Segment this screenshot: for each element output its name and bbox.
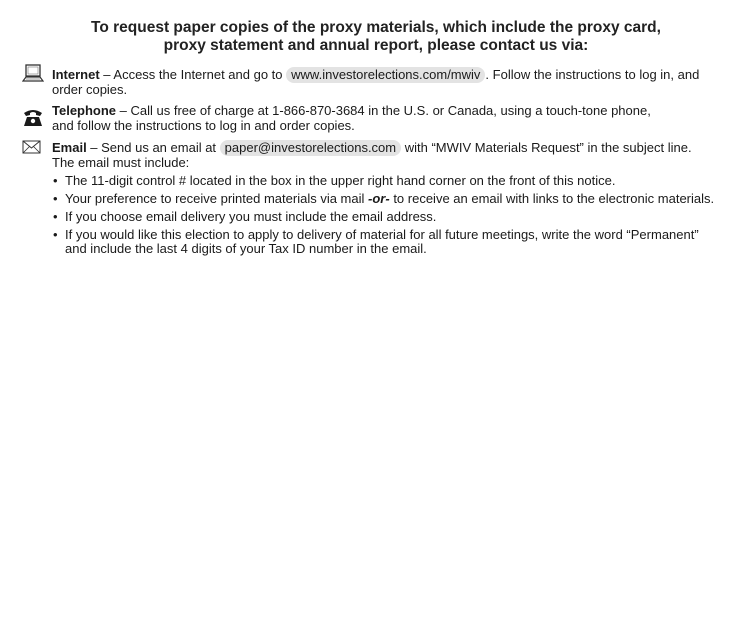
list-item: • The 11-digit control # located in the box in the upper right hand corner on the front of this notice. [53,172,616,188]
list-item: • Your preference to receive printed materials via mail -or- to receive an email with links to the electronic materials. [53,190,715,206]
email-line-2: The email must include: [52,155,190,170]
email-text-before: – Send us an email at [86,140,220,155]
internet-text-after: . Follow the instructions to log in, and order copies. [52,67,700,97]
computer-icon [22,64,44,89]
corner-watermark [700,604,740,618]
telephone-label: Telephone [52,103,117,118]
internet-text-before: – Access the Internet and go to [99,67,287,82]
telephone-section [52,104,732,133]
internet-label: Internet [52,67,100,82]
email-text-after: with “MWIV Materials Request” in the subject line. [401,140,692,155]
internet-url-link[interactable]: www.investorelections.com/mwiv [286,67,485,83]
email-requirements-list [52,174,732,256]
list-item: • If you would like this election to apply to delivery of material for all future meetings, write the word “Permanent” and include the last 4 digits of your Tax ID number in the email. [53,226,699,256]
title-line-2: proxy statement and annual report, please contact us via: [163,37,589,54]
title-line-1: To request paper copies of the proxy materials, which include the proxy card, [91,19,661,36]
internet-section [52,67,732,98]
page-title [0,19,742,55]
telephone-icon [22,107,44,134]
telephone-line-1: – Call us free of charge at 1-866-870-3684 in the U.S. or Canada, using a touch-tone phone, [116,103,651,118]
email-address-link[interactable]: paper@investorelections.com [220,140,401,156]
email-section [52,140,732,260]
envelope-icon [22,139,42,160]
telephone-line-2: and follow the instructions to log in and order copies. [52,117,355,133]
email-label: Email [52,140,87,155]
list-item: • If you choose email delivery you must include the email address. [53,208,437,224]
